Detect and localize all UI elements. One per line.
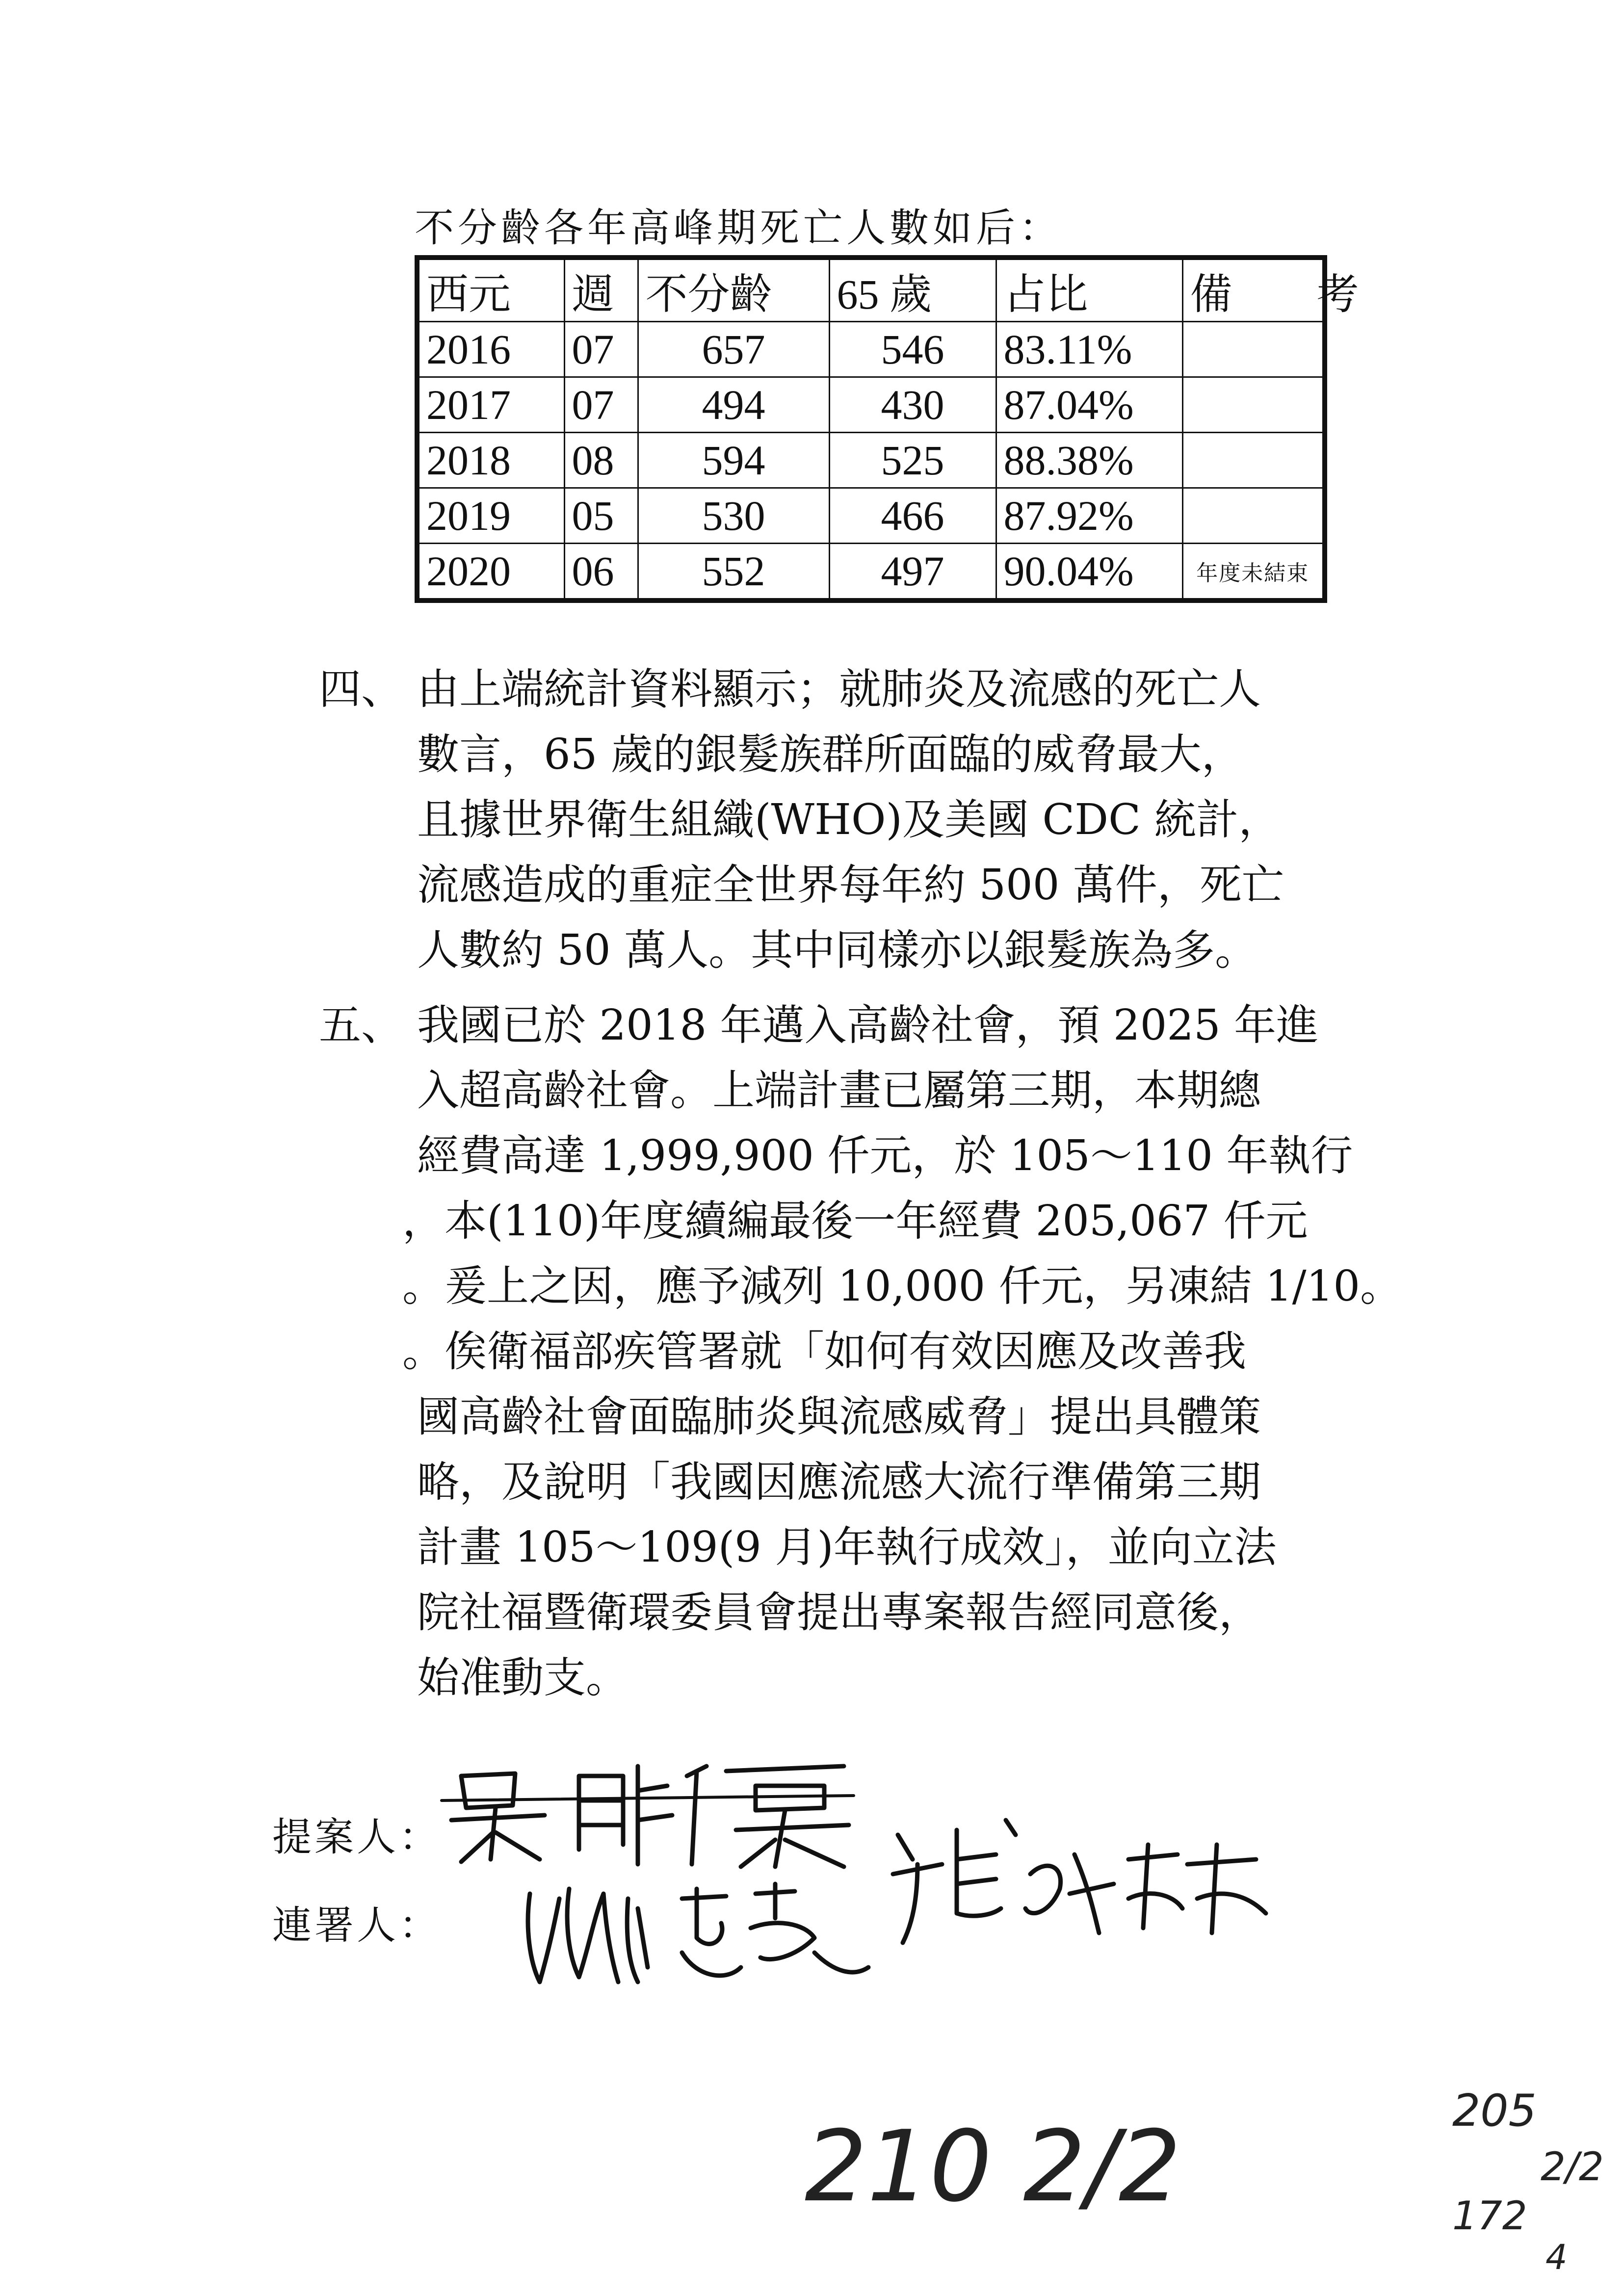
paragraph-line: 國高齡社會面臨肺炎與流感威脅」提出具體策 — [417, 1392, 1261, 1441]
cell-age-65: 546 — [829, 322, 996, 377]
cell-week: 07 — [564, 377, 638, 433]
paragraph-line: 入超高齡社會。上端計畫已屬第三期，本期總 — [417, 1066, 1261, 1115]
cell-remarks — [1182, 433, 1325, 488]
cell-week: 06 — [564, 544, 638, 601]
cell-all-ages: 594 — [638, 433, 829, 488]
cell-remarks — [1182, 377, 1325, 433]
cell-remarks — [1182, 322, 1325, 377]
cell-age-65: 525 — [829, 433, 996, 488]
cell-remarks: 年度未結束 — [1182, 544, 1325, 601]
paragraph-line: 我國已於 2018 年邁入高齡社會，預 2025 年進 — [417, 1001, 1319, 1050]
cell-all-ages: 494 — [638, 377, 829, 433]
cosigner-label: 連署人： — [272, 1903, 441, 1948]
cell-year: 2018 — [417, 433, 564, 488]
paragraph-line: 。俟衛福部疾管署就「如何有效因應及改善我 — [402, 1327, 1246, 1376]
header-year: 西元 — [417, 258, 564, 322]
header-remarks: 備 考 — [1182, 258, 1325, 322]
paragraph-line: 計畫 105～109(9 月)年執行成效」，並向立法 — [417, 1523, 1277, 1572]
table-row — [417, 433, 1325, 488]
handwritten-margin-mark: 172 — [1452, 2193, 1527, 2239]
table-row — [417, 544, 1325, 601]
cell-year: 2016 — [417, 322, 564, 377]
cell-age-65: 430 — [829, 377, 996, 433]
header-week: 週 — [564, 258, 638, 322]
paragraph-line: 經費高達 1,999,900 仟元，於 105～110 年執行 — [417, 1131, 1353, 1180]
table-caption: 不分齡各年高峰期死亡人數如后： — [415, 205, 1062, 251]
cell-age-65: 497 — [829, 544, 996, 601]
paragraph-line: 略，及說明「我國因應流感大流行準備第三期 — [417, 1458, 1261, 1507]
cosigner-signature-1 — [520, 1879, 873, 1992]
table-row — [417, 488, 1325, 544]
proposer-label: 提案人： — [272, 1814, 441, 1860]
paragraph-line: 流感造成的重症全世界每年約 500 萬件，死亡 — [417, 861, 1284, 910]
table-header-row — [417, 258, 1325, 322]
cell-remarks — [1182, 488, 1325, 544]
cell-ratio: 87.92% — [996, 488, 1182, 544]
cell-ratio: 88.38% — [996, 433, 1182, 488]
cell-ratio: 90.04% — [996, 544, 1182, 601]
proposer-signature — [432, 1747, 864, 1874]
cosigner-signature-2 — [883, 1815, 1276, 1953]
cell-age-65: 466 — [829, 488, 996, 544]
paragraph-line: 且據世界衛生組織(WHO)及美國 CDC 統計， — [417, 795, 1281, 844]
paragraph-line: 院社福暨衛環委員會提出專案報告經同意後， — [417, 1588, 1261, 1637]
cell-all-ages: 530 — [638, 488, 829, 544]
paragraph-line: 人數約 50 萬人。其中同樣亦以銀髮族為多。 — [417, 926, 1257, 975]
death-statistics-table — [415, 255, 1359, 603]
item-number: 五、 — [319, 1001, 403, 1050]
paragraph-line: 由上端統計資料顯示；就肺炎及流感的死亡人 — [417, 665, 1261, 714]
cell-year: 2019 — [417, 488, 564, 544]
item-number: 四、 — [319, 665, 403, 714]
paragraph-line: ，本(110)年度續編最後一年經費 205,067 仟元 — [402, 1197, 1308, 1246]
table-row — [417, 377, 1325, 433]
table-row — [417, 322, 1325, 377]
cell-ratio: 87.04% — [996, 377, 1182, 433]
cell-week: 08 — [564, 433, 638, 488]
cell-week: 05 — [564, 488, 638, 544]
cell-year: 2017 — [417, 377, 564, 433]
cell-ratio: 83.11% — [996, 322, 1182, 377]
header-all-ages: 不分齡 — [638, 258, 829, 322]
paragraph-line: 始准動支。 — [417, 1653, 628, 1702]
header-ratio: 占比 — [996, 258, 1182, 322]
paragraph-line: 。爰上之因，應予減列 10,000 仟元，另凍結 1/10。 — [402, 1262, 1403, 1311]
handwritten-margin-mark: 205 — [1452, 2085, 1537, 2137]
cell-week: 07 — [564, 322, 638, 377]
header-age-65: 65 歲 — [829, 258, 996, 322]
handwritten-margin-mark: 2/2 — [1541, 2144, 1604, 2190]
cell-all-ages: 552 — [638, 544, 829, 601]
cell-year: 2020 — [417, 544, 564, 601]
handwritten-margin-mark: 4 — [1545, 2237, 1568, 2277]
handwritten-page-mark: 210 2/2 — [805, 2110, 1181, 2224]
paragraph-line: 數言，65 歲的銀髮族群所面臨的威脅最大， — [417, 730, 1244, 779]
cell-all-ages: 657 — [638, 322, 829, 377]
